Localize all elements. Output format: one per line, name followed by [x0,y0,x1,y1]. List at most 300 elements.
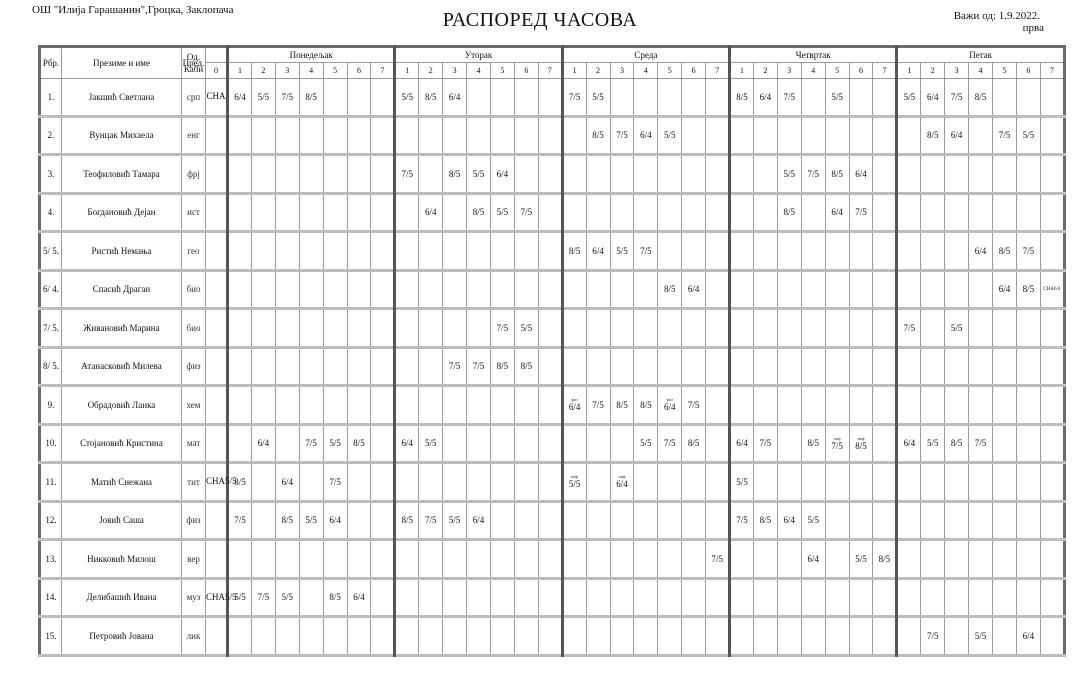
lesson-class: 7/5 [592,399,604,410]
lesson-class: 6/4 [448,91,461,102]
lesson-cell [777,617,801,656]
lesson-class: 7/5 [1022,245,1035,256]
lesson-cell [873,79,897,117]
lesson-cell [467,578,491,617]
subject-code: тит [182,463,206,502]
lesson-cell [275,424,299,463]
lesson-class: 6/4 [353,592,365,603]
lesson-class: 8/5 [329,592,341,603]
lesson-cell [753,79,777,117]
teacher-name: Делибашић Ивана [62,578,182,617]
lesson-cell [634,193,658,232]
lesson-cell [945,540,969,579]
lesson-cell [371,501,395,540]
teacher-name: Атанасковић Милева [62,347,182,386]
lesson-cell [419,347,443,386]
lesson-cell [371,540,395,579]
lesson-cell [921,463,945,502]
lesson-cell [897,116,921,155]
lesson-cell [562,578,586,617]
row-number: 9. [40,386,62,425]
period-header: 7 [538,63,562,79]
lesson-cell [1040,617,1064,656]
lesson-cell [634,463,658,502]
schedule-table [38,45,1066,657]
lesson-cell [395,270,419,309]
lesson-cell [897,578,921,617]
lesson-cell [1016,463,1040,502]
lesson-cell [777,578,801,617]
lesson-cell [562,193,586,232]
row-number: 7/ 5. [40,309,62,348]
lesson-cell [730,578,754,617]
lesson-cell [586,116,610,155]
lesson-class: 8/5 [424,91,437,102]
row-number: 2. [40,116,62,155]
lesson-cell [801,155,825,194]
lesson-cell [323,424,347,463]
lesson-cell [897,424,921,463]
lesson-cell [467,347,491,386]
lesson-cell [945,116,969,155]
lesson-cell [371,347,395,386]
lesson-cell [753,193,777,232]
lesson-cell [299,501,323,540]
lesson-cell [538,79,562,117]
lesson-cell [825,309,849,348]
lesson-cell [849,155,873,194]
lesson-class: 6/4 [616,479,628,490]
lesson-cell [658,501,682,540]
lesson-cell [443,463,467,502]
lesson-cell [849,463,873,502]
lesson-cell [419,386,443,425]
period-header: 3 [610,63,634,79]
lesson-cell [921,79,945,117]
lesson-cell [753,578,777,617]
lesson-class: 8/5 [520,361,533,372]
lesson-cell [610,463,634,502]
lesson-cell [228,386,252,425]
lesson-cell [419,578,443,617]
subject-code: вер [182,540,206,579]
lesson-cell [562,386,586,425]
lesson-cell [443,193,467,232]
lesson-cell [801,501,825,540]
lesson-cell [251,540,275,579]
lesson-cell [993,463,1017,502]
lesson-cell [730,463,754,502]
lesson-class: 7/5 [257,592,270,603]
lesson-cell [921,578,945,617]
lesson-cell [945,309,969,348]
lesson-cell [251,463,275,502]
school-name: ОШ "Илија Гарашанин",Гроцка, Заклопача [32,4,234,16]
period-header: 4 [634,63,658,79]
lesson-cell [610,193,634,232]
lesson-cell [730,116,754,155]
teacher-row [40,79,1065,117]
lesson-cell [945,617,969,656]
lesson-cell [562,270,586,309]
lesson-cell [777,424,801,463]
lesson-cell [777,79,801,117]
lesson-cell [443,617,467,656]
lesson-cell [323,501,347,540]
lesson-cell [969,193,993,232]
lesson-cell [490,232,514,271]
lesson-class: 7/5 [520,207,533,218]
lesson-cell [538,309,562,348]
lesson-cell [514,116,538,155]
lesson-cell [562,309,586,348]
lesson-class: 7/5 [448,361,461,372]
lesson-cell [1040,309,1064,348]
subject-code: физ [182,347,206,386]
lesson-cell [849,540,873,579]
lesson-cell [706,116,730,155]
lesson-class: 6/4 [472,515,485,526]
lesson-cell [1016,193,1040,232]
lesson-cell [395,155,419,194]
lesson-class: 5/5 [831,91,843,102]
lesson-cell [251,232,275,271]
lesson-cell [610,347,634,386]
lesson-cell [1040,501,1064,540]
lesson-cell [873,501,897,540]
lesson-cell [299,463,323,502]
lesson-cell [538,232,562,271]
lesson-class: 5/5 [950,322,963,333]
lesson-cell [730,347,754,386]
lesson-cell [323,309,347,348]
lesson-cell [538,463,562,502]
period-header: 2 [419,63,443,79]
lesson-class: 8/5 [807,438,819,449]
lesson-cell [873,463,897,502]
lesson-cell [467,386,491,425]
col-rbr: Рбр. [40,47,62,79]
lesson-note: инф [571,474,579,480]
lesson-cell [1040,79,1064,117]
lesson-class: 5/5 [807,515,819,526]
lesson-cell [849,347,873,386]
lesson-cell [490,424,514,463]
lesson-cell [825,116,849,155]
validity-info [953,10,1044,34]
lesson-cell [969,386,993,425]
lesson-class: 5/5 [448,515,461,526]
lesson-cell [993,347,1017,386]
lesson-cell [969,501,993,540]
lesson-cell [323,232,347,271]
lesson-class: 7/5 [855,207,867,218]
lesson-cell [443,309,467,348]
lesson-cell [897,617,921,656]
lesson-cell [228,270,252,309]
teacher-row [40,386,1065,425]
day-header-2: Среда [562,47,729,63]
lesson-class: 8/5 [401,515,414,526]
lesson-cell [299,116,323,155]
lesson-cell [993,578,1017,617]
lesson-cell [1040,424,1064,463]
period-header: 6 [514,63,538,79]
lesson-cell [753,617,777,656]
lesson-cell [993,270,1017,309]
lesson-cell [562,501,586,540]
lesson-cell [514,540,538,579]
lesson-cell [467,270,491,309]
lesson-cell [371,193,395,232]
lesson-cell [801,617,825,656]
lesson-cell [275,617,299,656]
lesson-cell [658,617,682,656]
lesson-cell [395,309,419,348]
lesson-cell [777,463,801,502]
lesson-cell [586,270,610,309]
period-header: 7 [1040,63,1064,79]
lesson-class: 5/5 [281,592,294,603]
lesson-cell [873,155,897,194]
lesson-class: 6/4 [234,91,246,102]
row-number: 5/ 5. [40,232,62,271]
header-row-days [40,47,1065,63]
lesson-cell [873,193,897,232]
teacher-row [40,232,1065,271]
lesson-cell [1016,424,1040,463]
lesson-cell [753,347,777,386]
lesson-cell [395,386,419,425]
lesson-class: 7/5 [759,438,772,449]
period-header: 3 [945,63,969,79]
lesson-cell [562,155,586,194]
period-header: 5 [490,63,514,79]
lesson-cell [706,617,730,656]
lesson-cell [275,270,299,309]
lesson-cell [921,424,945,463]
lesson-class: 8/5 [926,130,939,141]
lesson-cell [443,232,467,271]
lesson-cell [969,309,993,348]
shift-label: прва [1022,22,1044,34]
lesson-cell [490,386,514,425]
lesson-cell [658,386,682,425]
lesson-cell [634,309,658,348]
row-number: 10. [40,424,62,463]
row-number: 6/ 4. [40,270,62,309]
lesson-cell [658,155,682,194]
lesson-cell [825,578,849,617]
lesson-cell [897,232,921,271]
lesson-cell [1016,309,1040,348]
teacher-name: Јовић Саша [62,501,182,540]
lesson-cell [969,270,993,309]
lesson-cell [658,540,682,579]
lesson-class: 8/5 [759,515,772,526]
lesson-cell [251,424,275,463]
lesson-cell [514,270,538,309]
period-header: 1 [395,63,419,79]
teacher-name: Стојановић Кристина [62,424,182,463]
lesson-class: 5/5 [568,479,581,490]
lesson-cell [897,79,921,117]
lesson-cell [251,270,275,309]
lesson-cell [753,232,777,271]
row-number: 1. [40,79,62,117]
lesson-class: 6/4 [903,438,916,449]
lesson-cell [443,578,467,617]
lesson-cell [323,79,347,117]
day-header-1: Уторак [395,47,562,63]
zero-period-cell: СНА5/5 [206,463,228,502]
lesson-cell [849,424,873,463]
lesson-cell [347,540,371,579]
lesson-cell [706,347,730,386]
lesson-class: 8/5 [592,130,604,141]
lesson-cell [945,501,969,540]
lesson-cell [849,578,873,617]
lesson-class: 7/5 [736,515,748,526]
lesson-cell [275,386,299,425]
lesson-class: 8/5 [783,207,796,218]
lesson-cell [993,501,1017,540]
lesson-class: 5/5 [520,322,533,333]
lesson-class: 5/5 [903,91,916,102]
lesson-cell [228,232,252,271]
subject-code: хем [182,386,206,425]
lesson-cell [419,116,443,155]
lesson-cell [825,463,849,502]
lesson-cell [825,155,849,194]
lesson-cell [682,386,706,425]
lesson-cell [682,347,706,386]
lesson-cell [969,578,993,617]
lesson-cell [969,232,993,271]
period-header: 7 [371,63,395,79]
lesson-cell [347,270,371,309]
lesson-cell [682,540,706,579]
lesson-class: 7/5 [616,130,628,141]
zero-period-cell: СНА [206,79,228,117]
day-header-0: Понедељак [228,47,395,63]
lesson-cell [228,309,252,348]
lesson-class: 8/5 [664,284,676,295]
lesson-cell [849,79,873,117]
lesson-cell [658,270,682,309]
lesson-cell [323,347,347,386]
lesson-cell [969,463,993,502]
lesson-cell [538,347,562,386]
lesson-cell [562,232,586,271]
lesson-cell [371,578,395,617]
period-header: 6 [682,63,706,79]
lesson-cell [1040,578,1064,617]
lesson-cell [1016,232,1040,271]
lesson-cell [658,309,682,348]
lesson-class: 7/5 [926,630,939,641]
lesson-cell [347,386,371,425]
lesson-cell [658,424,682,463]
teacher-name: Богдановић Дејан [62,193,182,232]
lesson-cell [610,155,634,194]
lesson-cell [921,501,945,540]
lesson-cell [323,617,347,656]
zero-period-cell [206,617,228,656]
lesson-cell [467,501,491,540]
lesson-cell [467,617,491,656]
period-header: 2 [586,63,610,79]
lesson-cell [753,463,777,502]
lesson-cell [730,232,754,271]
lesson-cell [777,270,801,309]
lesson-cell [730,270,754,309]
lesson-cell [228,116,252,155]
lesson-cell [490,347,514,386]
row-number: 12. [40,501,62,540]
lesson-cell [299,193,323,232]
lesson-cell [467,309,491,348]
lesson-class: 8/5 [640,399,652,410]
lesson-cell [634,386,658,425]
lesson-class: 6/4 [974,245,987,256]
lesson-cell [1016,155,1040,194]
lesson-class: 8/5 [736,91,748,102]
lesson-cell [443,424,467,463]
lesson-cell [921,155,945,194]
lesson-cell [682,424,706,463]
lesson-class: 8/5 [305,91,317,102]
lesson-cell [873,540,897,579]
lesson-cell [419,155,443,194]
lesson-note: физ [571,397,578,403]
lesson-class: 5/5 [234,592,246,603]
lesson-cell [682,270,706,309]
col-zero-top [206,47,228,63]
lesson-cell [562,617,586,656]
lesson-class: 6/4 [950,130,963,141]
teacher-row [40,463,1065,502]
col-subject: Од. Пред. Каби [182,47,206,79]
lesson-class: 6/4 [664,402,676,413]
lesson-cell [1016,116,1040,155]
lesson-cell [275,501,299,540]
lesson-cell [730,386,754,425]
teacher-name: Ристић Немања [62,232,182,271]
lesson-cell [251,347,275,386]
lesson-class: 6/4 [568,402,581,413]
lesson-cell [706,155,730,194]
lesson-cell [945,347,969,386]
lesson-cell [706,501,730,540]
zero-period-cell [206,270,228,309]
lesson-cell [490,617,514,656]
lesson-class: 6/4 [329,515,341,526]
lesson-class: 6/4 [855,168,867,179]
lesson-cell [299,79,323,117]
lesson-cell [371,386,395,425]
lesson-class: 6/4 [592,245,604,256]
lesson-cell [347,424,371,463]
lesson-cell [825,270,849,309]
lesson-cell [299,309,323,348]
lesson-cell [849,386,873,425]
lesson-class: 5/5 [926,438,939,449]
lesson-cell [419,501,443,540]
lesson-class: 8/5 [353,438,365,449]
lesson-cell [586,79,610,117]
lesson-cell [395,463,419,502]
